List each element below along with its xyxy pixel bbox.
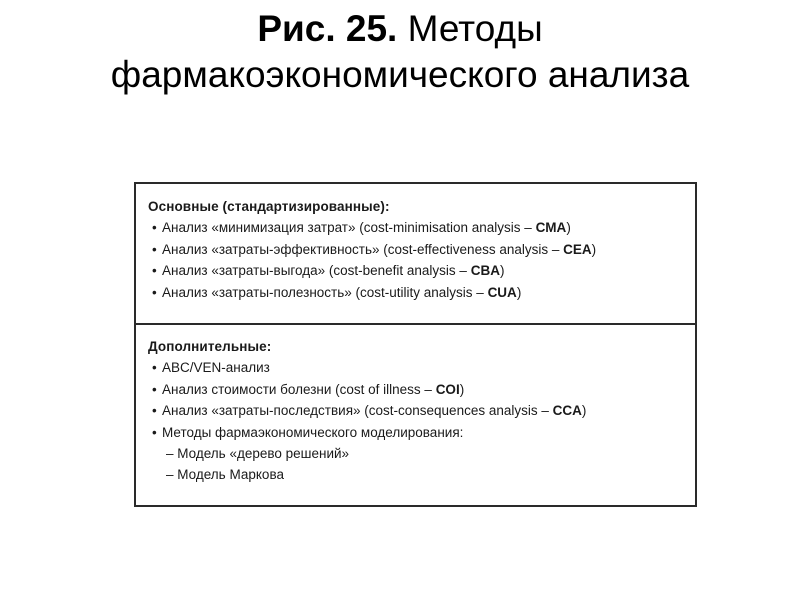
item-close: ): [499, 263, 505, 278]
title-line-2: фармакоэкономического анализа: [110, 54, 690, 95]
item-text: Анализ «затраты-эффективность» (cost-effectiveness analysis –: [162, 241, 564, 257]
slide-title: [0, 6, 800, 98]
main-methods-section: [136, 184, 695, 325]
bullet-icon: •: [152, 360, 157, 375]
list-item-cua: [148, 282, 695, 304]
item-text: Анализ «затраты-полезность» (cost-utility analysis –: [162, 284, 488, 300]
list-item-abc-ven: [148, 357, 695, 379]
main-methods-heading: Основные (стандартизированные):: [148, 199, 390, 214]
list-item-cba: [148, 260, 695, 282]
list-item-cca: [148, 400, 695, 422]
list-item-cma: [148, 217, 695, 239]
bullet-icon: •: [152, 403, 157, 418]
item-abbr: CUA: [487, 284, 517, 300]
bullet-icon: •: [152, 220, 157, 235]
item-text: ABC/VEN-анализ: [162, 360, 270, 375]
bullet-icon: •: [152, 284, 157, 300]
bullet-icon: •: [152, 263, 157, 278]
bullet-icon: •: [152, 424, 157, 440]
item-abbr: CCA: [552, 403, 582, 418]
bullet-icon: •: [152, 381, 157, 397]
item-close: ): [566, 220, 571, 235]
item-text: Анализ «затраты-выгода» (cost-benefit analysis –: [162, 263, 471, 278]
extra-methods-heading: Дополнительные:: [148, 339, 272, 354]
methods-table: [134, 182, 697, 507]
list-item-modeling: [148, 422, 695, 444]
item-close: ): [581, 403, 587, 418]
extra-methods-section: [136, 325, 695, 505]
item-close: ): [459, 381, 465, 397]
list-item-coi: [148, 379, 695, 401]
item-text: Анализ стоимости болезни (cost of illness –: [162, 381, 436, 397]
sub-item-decision-tree: – Модель «дерево решений»: [166, 446, 350, 461]
title-text-1: Методы: [407, 8, 543, 49]
title-line-1: [0, 6, 800, 52]
item-abbr: CMA: [535, 220, 567, 235]
item-abbr: COI: [435, 381, 460, 397]
item-abbr: CEA: [563, 241, 592, 257]
item-close: ): [516, 284, 522, 300]
figure-label: Рис. 25.: [257, 8, 398, 49]
sub-item-markov: – Модель Маркова: [166, 467, 284, 482]
list-item-cea: [148, 239, 695, 261]
item-text: Анализ «минимизация затрат» (cost-minimisation analysis –: [162, 220, 536, 235]
item-abbr: CBA: [470, 263, 500, 278]
bullet-icon: •: [152, 241, 157, 257]
item-text: Методы фармаэкономического моделирования:: [162, 424, 464, 440]
item-text: Анализ «затраты-последствия» (cost-consequences analysis –: [162, 403, 553, 418]
item-close: ): [591, 241, 597, 257]
